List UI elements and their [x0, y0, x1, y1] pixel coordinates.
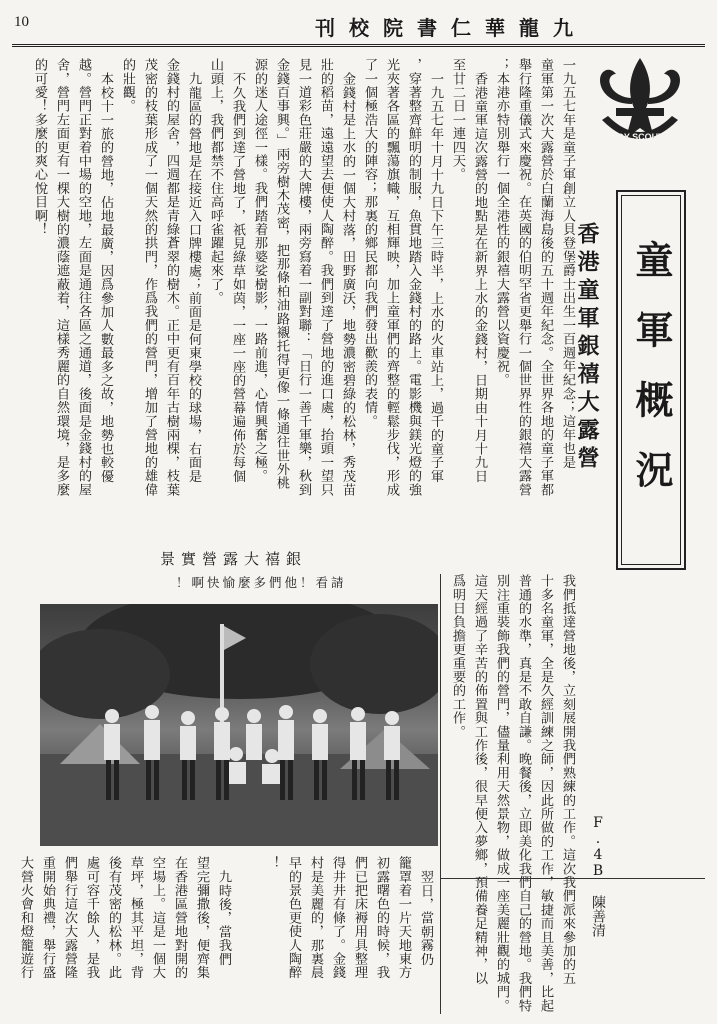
lower-right-column: ！: [264, 856, 279, 870]
lower-left-column: 後有茂密的松林。此: [106, 856, 121, 980]
lower-right-column: 籠罩着一片天地東方: [396, 856, 411, 980]
middle-column: 普通的水準，真是不敢自謙。晚餐後，立即美化我們自己的營地。我們特: [516, 574, 531, 1013]
middle-right-text-block: [444, 574, 578, 1013]
lower-right-text-block: [228, 856, 436, 1016]
upper-column: ，穿著整齊鮮明的制服，魚貫地踏入金錢村的路上。電影機與鎂光燈的強: [406, 58, 421, 497]
upper-column: 舍，營門左面更有一棵大樹的濃蔭遮蔽着，這樣秀麗的自然環境，是多麼: [54, 58, 69, 497]
upper-column: 香港童軍這次露營的地點是在新界上水的金錢村，日期由十月十九日: [472, 72, 487, 483]
lower-right-column: 早的景色更使人陶醉: [286, 856, 301, 980]
lower-left-column: 草坪，極其平坦，背: [128, 856, 143, 980]
page-number: 10: [14, 14, 29, 30]
article-title-box: [616, 190, 686, 570]
upper-column: 一九五七年十月十九日下午三時半，上水的火車站上，過千的童子軍: [428, 72, 443, 483]
upper-column: 九龍區的營地是在接近入口牌樓處；前面是何東學校的球場，右面是: [186, 72, 201, 483]
upper-column: 茂密的枝葉形成了一個天然的拱門，作爲我們的營門，增加了營地的雄偉: [142, 58, 157, 497]
upper-column: 了一個極浩大的陣容；那裏的鄉民都向我們發出歡羨的表情。: [362, 58, 377, 428]
upper-column: 童軍第一次大露營於白蘭海島後的五十週年紀念。全世界各地的童子軍都: [538, 58, 553, 497]
upper-column: ；本港亦特別舉行一個全港性的銀禧大露營以資慶祝。: [494, 58, 509, 387]
upper-column: 山頭上，我們都禁不住高呼雀躍起來了。: [208, 58, 223, 305]
lower-left-column: 大營火會和燈籠遊行: [18, 856, 33, 980]
column-divider: [440, 574, 441, 1014]
upper-column: 不久我們到達了營地了，祇見綠草如茵，一座一座的營幕遍佈於每個: [230, 72, 245, 483]
upper-column: 金錢村的屋舍，四週都是青綠蒼翠的樹木。正中更有百年古樹兩棵，枝葉: [164, 58, 179, 497]
lower-left-column: 們舉行這次大露營隆: [62, 856, 77, 980]
upper-column: 金錢百事興。」兩旁樹木茂密，把那條柏油路襯托得更像一條通往世外桃: [274, 58, 289, 490]
middle-column: 別注重裝飾我們的營門，儘量利用天然景物，做成一座美麗壯觀的城門。: [494, 574, 509, 1013]
publication-title: 刊校院書仁華龍九: [315, 16, 587, 40]
photo-caption: 景實營露大禧銀: [160, 550, 308, 568]
middle-column: 我們抵達營地後，立刻展開我們熟練的工作。這次我們派來參加的五: [560, 574, 575, 985]
upper-column: 金錢村是上水的一個大村落，田野廣沃，地勢濃密碧綠的松林，秀茂苗: [340, 72, 355, 497]
lower-right-column: 翌日，當朝霧仍: [418, 870, 433, 966]
middle-column: 這天經過了辛苦的佈置與工作後，很早便入夢鄉，預備養足精神，以: [472, 574, 487, 985]
upper-text-block: [18, 58, 578, 532]
article-title: 童軍概況: [629, 240, 674, 520]
lower-left-column: 空場上。這是一個大: [150, 856, 165, 980]
header-rule: [12, 44, 705, 47]
lower-left-column: 處可容千餘人，是我: [84, 856, 99, 980]
lower-left-column: 重開始典禮，舉行盛: [40, 856, 55, 980]
upper-column: 本校十一旅的營地，佔地最廣，因爲參加人數最多之故，地勢也較優: [98, 72, 113, 483]
upper-column: 至廿二日一連四天。: [450, 58, 465, 182]
lower-left-text-block: [14, 856, 234, 1016]
upper-column: 源的迷人途徑一樣。我們踏着那婆娑樹影，一路前進，心情興奮之極。: [252, 58, 267, 483]
lower-right-column: 初露曙色的時候，我: [374, 856, 389, 980]
lower-left-column: 九時後，當我們: [216, 870, 231, 966]
upper-column: 光夾著各區的飄蕩旗幟，互相輝映，加上童軍們的齊整的輕鬆步伐，形成: [384, 58, 399, 497]
lower-right-column: 得井井有條了。金錢: [330, 856, 345, 980]
logo-text: BOY SCOUTS: [610, 132, 670, 142]
upper-column: 見一道彩色莊嚴的大牌樓，兩旁寫着一副對聯：「日行一善千軍樂，秋到: [296, 58, 311, 497]
middle-column: 爲明日負擔更重要的工作。: [450, 574, 465, 739]
middle-column: 十多名童軍，全是久經訓練之師，因此所做的工作，敏捷而且美善，比起: [538, 574, 553, 1013]
upper-column: 舉行隆重儀式來慶祝。在英國的伯明罕省更舉行一個世界性的銀禧大露營: [516, 58, 531, 497]
section-divider: [440, 878, 705, 879]
article-subtitle: 香港童軍銀禧大露營: [574, 222, 600, 474]
upper-column: 越。營門正對着中場的空地，左面是通往各區之通道，後面是金錢村的屋: [76, 58, 91, 497]
lower-left-column: 在香港區營地對開的: [172, 856, 187, 980]
lower-right-column: 們已把床褥用具整理: [352, 856, 367, 980]
boy-scouts-logo: [586, 54, 694, 160]
lower-right-column: 村是美麗的，那裏晨: [308, 856, 323, 980]
upper-column: 壯的稻苗，遠遠望去便使人陶醉。我們到達了營地的進口處，抬頭一望只: [318, 58, 333, 497]
upper-column: 一九五七年是童子軍創立人貝登堡爵士出生一百週年紀念；這年也是: [560, 58, 575, 469]
article-byline: F.4B 陳善清: [590, 815, 606, 937]
lower-left-column: 望完彌撒後，便齊集: [194, 856, 209, 980]
photo-subcaption: ！啊快愉麼多們他！看請: [176, 575, 347, 590]
upper-column: 的壯觀。: [120, 58, 135, 113]
upper-column: 的可愛！多麼的爽心悅目啊！: [32, 58, 47, 237]
scout-group-photo: [40, 604, 438, 846]
